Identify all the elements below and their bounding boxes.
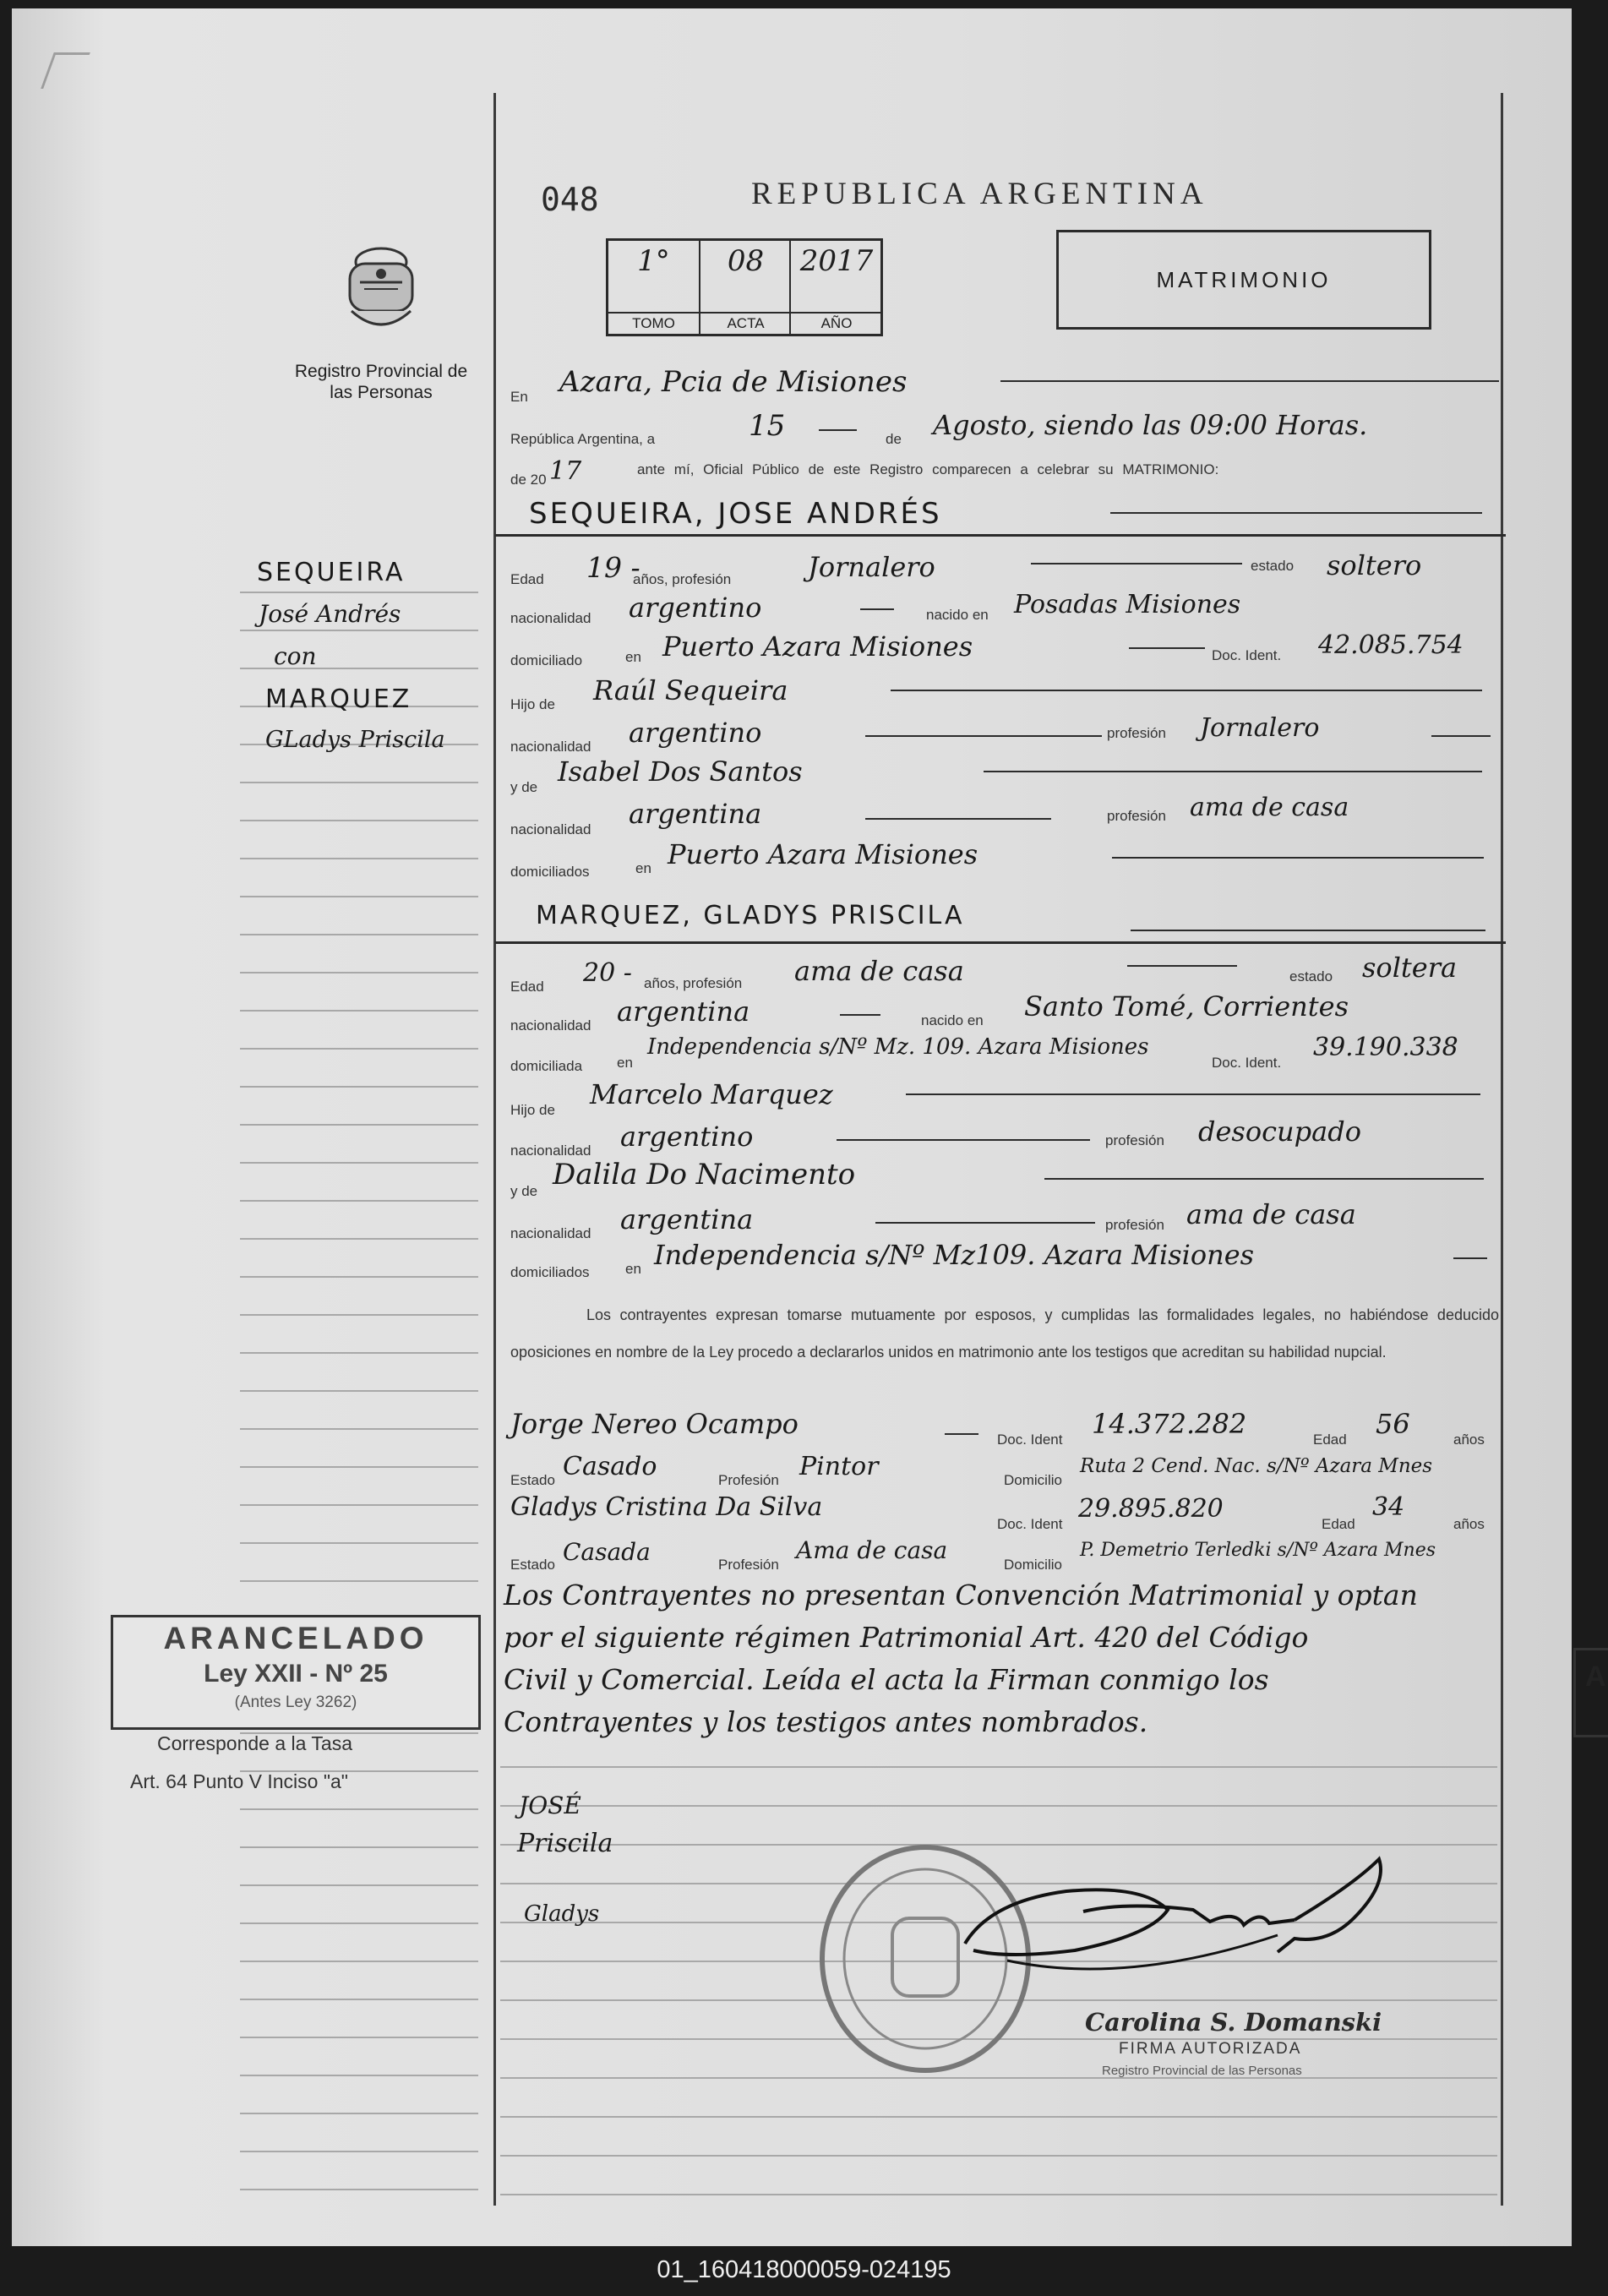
acta-label: ACTA xyxy=(700,312,791,332)
ruled-line xyxy=(240,2189,478,2190)
c2-madre-nacionalidad: argentina xyxy=(620,1203,754,1235)
fill-line xyxy=(1131,930,1485,931)
registry-label: Registro Provincial de las Personas xyxy=(294,362,468,402)
ruled-line xyxy=(240,592,478,593)
anos-profesion-label: años, profesión xyxy=(644,975,743,991)
c2-estado: soltera xyxy=(1362,952,1458,984)
register-box xyxy=(606,238,883,336)
left-margin-rule xyxy=(493,93,496,2206)
nacionalidad-label: nacionalidad xyxy=(510,1017,591,1033)
domiciliado-label: domiciliado xyxy=(510,652,583,668)
profesion-label: profesión xyxy=(1105,1217,1164,1233)
edad-label: Edad xyxy=(510,979,544,995)
profesion-label: profesión xyxy=(1107,725,1166,741)
c1-madre: Isabel Dos Santos xyxy=(558,755,803,788)
de-label: de xyxy=(886,431,902,447)
record-type-box: MATRIMONIO xyxy=(1056,230,1431,330)
tomo-cell xyxy=(608,241,699,334)
fill-line xyxy=(891,690,1482,691)
signature-gladys: Gladys xyxy=(524,1901,600,1927)
ruled-line xyxy=(240,1580,478,1582)
ruled-line xyxy=(500,2077,1497,2079)
anos-label: años xyxy=(1453,1432,1485,1448)
year-suffix: 17 xyxy=(549,456,582,486)
ruled-line xyxy=(240,782,478,783)
nacionalidad-label: nacionalidad xyxy=(510,821,591,837)
witness2-profesion: Ama de casa xyxy=(796,1536,948,1564)
ruled-line xyxy=(240,2075,478,2076)
section-separator xyxy=(495,941,1506,944)
ruled-line xyxy=(240,820,478,821)
en-label: En xyxy=(510,389,528,405)
domicilio-label: Domicilio xyxy=(1004,1472,1062,1488)
witness1-name: Jorge Nereo Ocampo xyxy=(510,1408,799,1440)
ruled-line xyxy=(240,2037,478,2038)
fill-line xyxy=(1044,1178,1484,1180)
section-separator xyxy=(495,534,1506,537)
y-de-label: y de xyxy=(510,1183,538,1199)
ruled-line xyxy=(240,1808,478,1810)
estado-label: estado xyxy=(1251,558,1295,574)
ruled-line xyxy=(240,1466,478,1468)
c2-padre-profesion: desocupado xyxy=(1198,1115,1361,1148)
ruled-line xyxy=(240,1390,478,1392)
ruled-line xyxy=(240,1542,478,1544)
margin-name-5: GLadys Priscila xyxy=(265,727,445,753)
signature-jose: JOSÉ xyxy=(519,1792,581,1819)
c1-madre-profesion: ama de casa xyxy=(1190,793,1349,822)
fill-line xyxy=(1031,563,1242,564)
closing-line-4: Contrayentes y los testigos antes nombrados. xyxy=(504,1705,1148,1738)
ruled-line xyxy=(240,1961,478,1962)
c2-doc: 39.190.338 xyxy=(1313,1033,1458,1062)
declaration-paragraph: Los contrayentes expresan tomarse mutuamente por esposos, y cumplidas las formalidades legales, no habiéndose deducido oposiciones en nombre de la Ley procedo a declararlos unidos en matrimonio ante los testigos que acreditan su habilidad nupcial. xyxy=(510,1306,1499,1361)
nacido-label: nacido en xyxy=(926,607,989,623)
edad-label: Edad xyxy=(510,571,544,587)
margin-name-3: con xyxy=(274,642,317,670)
ruled-line xyxy=(240,1922,478,1924)
ruled-line xyxy=(240,1010,478,1012)
document-page xyxy=(12,8,1572,2246)
official-org: Registro Provincial de las Personas xyxy=(1102,2064,1302,2078)
margin-name-1: SEQUEIRA xyxy=(257,558,406,587)
anos-label: años xyxy=(1453,1516,1485,1532)
c1-padre: Raúl Sequeira xyxy=(593,674,788,706)
en-label: en xyxy=(625,1261,641,1277)
ruled-line xyxy=(240,1846,478,1848)
nacionalidad-label: nacionalidad xyxy=(510,610,591,626)
ruled-line xyxy=(240,1999,478,2000)
profesion-label: profesión xyxy=(1105,1132,1164,1148)
witness2-doc: 29.895.820 xyxy=(1078,1494,1224,1524)
right-margin-rule xyxy=(1501,93,1503,2206)
ruled-line xyxy=(240,1428,478,1430)
contrayente2-name: MARQUEZ, GLADYS PRISCILA xyxy=(536,901,965,930)
ruled-line xyxy=(240,1314,478,1316)
contrayente1-name: SEQUEIRA, JOSE ANDRÉS xyxy=(529,497,942,531)
witness1-edad: 56 xyxy=(1376,1408,1410,1440)
year-prefix: de 20 xyxy=(510,472,547,488)
c2-nacionalidad: argentina xyxy=(617,995,750,1028)
fill-dash xyxy=(945,1433,978,1435)
doc-label: Doc. Ident xyxy=(997,1516,1063,1532)
fill-dash xyxy=(1453,1257,1487,1259)
acta-number: 048 xyxy=(541,181,599,218)
witness1-estado: Casado xyxy=(563,1452,657,1481)
c1-madre-nacionalidad: argentina xyxy=(629,798,762,830)
official-role: FIRMA AUTORIZADA xyxy=(1119,2040,1302,2058)
estado-label: Estado xyxy=(510,1472,555,1488)
estado-label: Estado xyxy=(510,1557,555,1573)
signature-priscila: Priscila xyxy=(517,1829,613,1858)
ruled-line xyxy=(500,1766,1497,1768)
ruled-line xyxy=(240,858,478,859)
official-name: Carolina S. Domanski xyxy=(1085,2008,1382,2037)
estado-label: estado xyxy=(1289,968,1333,984)
ruled-line xyxy=(240,2151,478,2152)
tomo-value: 1° xyxy=(637,244,670,278)
witness2-estado: Casada xyxy=(563,1538,651,1566)
ruled-line xyxy=(500,2116,1497,2118)
c1-nacido: Posadas Misiones xyxy=(1014,590,1241,619)
ruled-line xyxy=(240,1504,478,1506)
c1-doc: 42.085.754 xyxy=(1318,630,1464,660)
stamp-ley: Ley XXII - Nº 25 xyxy=(204,1660,388,1688)
closing-line-1: Los Contrayentes no presentan Convención Matrimonial y optan xyxy=(504,1579,1418,1612)
witness2-name: Gladys Cristina Da Silva xyxy=(510,1492,823,1522)
anio-cell xyxy=(789,241,882,334)
fill-line xyxy=(875,1222,1095,1224)
ruled-line xyxy=(500,2155,1497,2157)
profesion-label: profesión xyxy=(1107,808,1166,824)
witness1-doc: 14.372.282 xyxy=(1092,1408,1247,1440)
doc-label: Doc. Ident. xyxy=(1212,1055,1282,1071)
ruled-line xyxy=(240,1352,478,1354)
ruled-line xyxy=(240,1086,478,1088)
ruled-line xyxy=(240,1048,478,1050)
edad-label: Edad xyxy=(1322,1516,1355,1532)
c1-domicilio: Puerto Azara Misiones xyxy=(662,630,973,663)
domiciliados-label: domiciliados xyxy=(510,1264,590,1280)
witness1-profesion: Pintor xyxy=(799,1452,879,1481)
c2-edad: 20 - xyxy=(583,958,632,988)
witness1-domicilio: Ruta 2 Cend. Nac. s/Nº Azara Mnes xyxy=(1080,1455,1433,1477)
fill-dash xyxy=(1127,965,1237,967)
republica-label: República Argentina, a xyxy=(510,431,656,447)
c1-estado: soltero xyxy=(1327,549,1422,581)
witness2-domicilio: P. Demetrio Terledki s/Nº Azara Mnes xyxy=(1080,1540,1436,1561)
c1-profesion: Jornalero xyxy=(808,551,935,583)
c1-edad: 19 - xyxy=(586,551,640,584)
fill-line xyxy=(837,1139,1090,1141)
doc-label: Doc. Ident. xyxy=(1212,647,1282,663)
nacionalidad-label: nacionalidad xyxy=(510,1143,591,1159)
fill-line xyxy=(906,1093,1480,1095)
place-value: Azara, Pcia de Misiones xyxy=(559,365,908,399)
c2-padre: Marcelo Marquez xyxy=(590,1078,833,1110)
fill-line xyxy=(865,735,1102,737)
fill-dash xyxy=(860,608,894,610)
fill-dash xyxy=(1129,647,1205,649)
fill-line xyxy=(1000,380,1499,382)
margin-name-4: MARQUEZ xyxy=(265,684,412,714)
c2-madre-profesion: ama de casa xyxy=(1186,1198,1356,1230)
c2-profesion: ama de casa xyxy=(794,955,964,987)
nacionalidad-label: nacionalidad xyxy=(510,739,591,755)
c2-nacido: Santo Tomé, Corrientes xyxy=(1024,990,1349,1023)
ruled-line xyxy=(240,972,478,973)
c1-nacionalidad: argentino xyxy=(629,592,762,624)
closing-line-3: Civil y Comercial. Leída el acta la Firman conmigo los xyxy=(504,1663,1269,1696)
profesion-label: Profesión xyxy=(718,1472,779,1488)
margin-name-2: José Andrés xyxy=(259,600,401,628)
fill-line xyxy=(1110,512,1482,514)
profesion-label: Profesión xyxy=(718,1557,779,1573)
ruled-line xyxy=(240,2113,478,2114)
scan-id-footer: 01_160418000059-024195 xyxy=(657,2256,951,2283)
edad-label: Edad xyxy=(1313,1432,1347,1448)
ruled-line xyxy=(240,896,478,897)
anio-value: 2017 xyxy=(799,244,874,278)
c2-padres-domicilio: Independencia s/Nº Mz109. Azara Misiones xyxy=(654,1239,1255,1271)
c2-domicilio: Independencia s/Nº Mz. 109. Azara Misiones xyxy=(647,1034,1149,1060)
en-label: en xyxy=(617,1055,633,1071)
doc-label: Doc. Ident xyxy=(997,1432,1063,1448)
c2-padre-nacionalidad: argentino xyxy=(620,1121,754,1153)
c1-padre-profesion: Jornalero xyxy=(1200,713,1320,743)
anio-label: AÑO xyxy=(791,312,882,332)
ruled-line xyxy=(240,630,478,631)
ruled-line xyxy=(240,1124,478,1126)
day-value: 15 xyxy=(749,409,786,443)
fill-dash xyxy=(1431,735,1491,737)
c1-padre-nacionalidad: argentino xyxy=(629,717,762,749)
ruled-line xyxy=(240,934,478,935)
ruled-line xyxy=(240,1276,478,1278)
domiciliados-label: domiciliados xyxy=(510,864,590,880)
closing-line-2: por el siguiente régimen Patrimonial Art. 420 del Código xyxy=(504,1621,1309,1654)
ruled-line xyxy=(240,1884,478,1886)
officer-text: ante mí, Oficial Público de este Registro comparecen a celebrar su MATRIMONIO: xyxy=(637,461,1219,477)
official-signature xyxy=(957,1851,1443,2011)
tasa-line-1: Corresponde a la Tasa xyxy=(157,1732,352,1754)
ruled-line xyxy=(500,2194,1497,2195)
adjacent-page-fragment: A xyxy=(1585,1661,1606,1693)
month-time-value: Agosto, siendo las 09:00 Horas. xyxy=(933,409,1368,441)
c1-padres-domicilio: Puerto Azara Misiones xyxy=(668,838,978,870)
acta-value: 08 xyxy=(727,244,765,278)
hijo-label: Hijo de xyxy=(510,1102,555,1118)
fill-line xyxy=(1112,857,1484,859)
stamp-antes: (Antes Ley 3262) xyxy=(234,1693,357,1711)
tomo-label: TOMO xyxy=(608,312,699,332)
fill-dash xyxy=(840,1014,880,1016)
en-label: en xyxy=(635,860,651,876)
tasa-line-2: Art. 64 Punto V Inciso "a" xyxy=(130,1770,348,1792)
c2-madre: Dalila Do Nacimento xyxy=(553,1158,856,1192)
y-de-label: y de xyxy=(510,779,538,795)
ruled-line xyxy=(500,1805,1497,1807)
acta-cell xyxy=(699,241,791,334)
page-corner xyxy=(41,52,90,89)
nacionalidad-label: nacionalidad xyxy=(510,1225,591,1241)
witness2-edad: 34 xyxy=(1372,1492,1405,1522)
arancelado-stamp xyxy=(111,1615,481,1730)
hijo-label: Hijo de xyxy=(510,696,555,712)
en-label: en xyxy=(625,649,641,665)
ruled-line xyxy=(240,1200,478,1202)
domiciliada-label: domiciliada xyxy=(510,1058,583,1074)
fill-line xyxy=(984,771,1482,772)
fill-line xyxy=(865,818,1051,820)
country-title: REPUBLICA ARGENTINA xyxy=(751,177,1208,211)
stamp-title: ARANCELADO xyxy=(163,1621,428,1655)
province-seal-icon xyxy=(335,238,428,340)
domicilio-label: Domicilio xyxy=(1004,1557,1062,1573)
anos-profesion-label: años, profesión xyxy=(633,571,732,587)
ruled-line xyxy=(240,1238,478,1240)
nacido-label: nacido en xyxy=(921,1012,984,1028)
ruled-line xyxy=(240,1162,478,1164)
fill-dash xyxy=(819,429,857,431)
